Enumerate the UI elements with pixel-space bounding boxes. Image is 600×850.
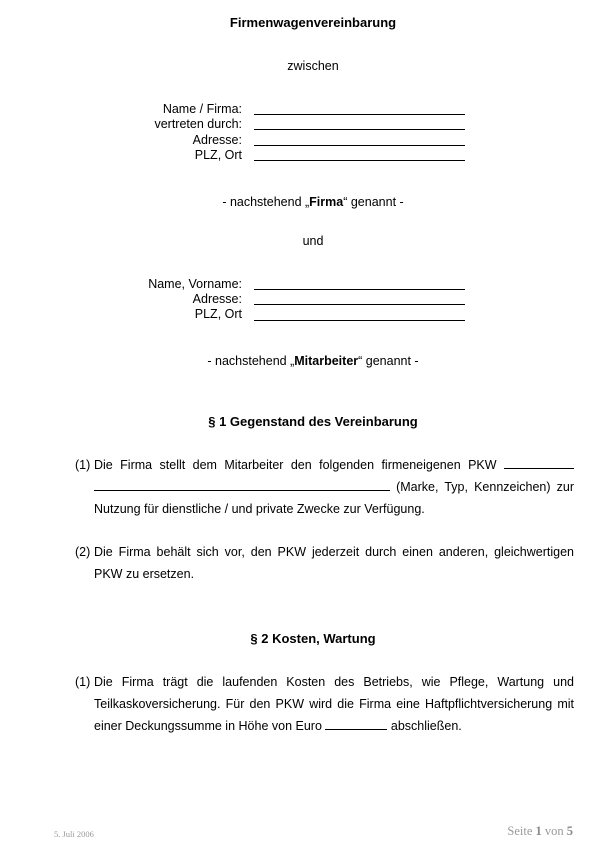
party1-name-line[interactable] — [254, 114, 465, 115]
and-text: und — [302, 234, 324, 248]
paragraph-number: (1) — [75, 458, 91, 472]
party1-address-line[interactable] — [254, 145, 465, 146]
section1-paragraph-2: (2) Die Firma behält sich vor, den PKW jederzeit durch einen anderen, gleichwertigen PKW zu ersetzen. — [75, 541, 574, 585]
party2-label-name: Name, Vorname: — [148, 277, 242, 291]
party2-designation: - nachstehend „Mitarbeiter“ genannt - — [207, 354, 419, 368]
document-title: Firmenwagenvereinbarung — [229, 15, 397, 30]
paragraph-number: (1) — [75, 675, 91, 689]
party1-label-name: Name / Firma: — [162, 102, 242, 116]
party2-address-line[interactable] — [254, 304, 465, 305]
car-model-field[interactable] — [504, 457, 574, 469]
section1-paragraph-1: (1) Die Firma stellt dem Mitarbeiter den folgenden firmeneigenen PKW (Marke, Typ, Kennzeichen) zur Nutzung für dienstliche / und private Zwecke zur Verfügung. — [75, 454, 574, 520]
party2-label-address: Adresse: — [192, 292, 242, 306]
footer-date: 5. Juli 2006 — [54, 829, 94, 839]
party1-zip-line[interactable] — [254, 160, 465, 161]
section1-heading: § 1 Gegenstand des Vereinbarung — [208, 414, 418, 429]
party1-represented-line[interactable] — [254, 129, 465, 130]
party2-zip-line[interactable] — [254, 320, 465, 321]
car-details-field[interactable] — [94, 479, 390, 491]
party1-label-represented: vertreten durch: — [154, 117, 242, 131]
between-text: zwischen — [287, 59, 339, 73]
party1-designation: - nachstehend „Firma“ genannt - — [222, 195, 404, 209]
party1-label-address: Adresse: — [192, 133, 242, 147]
footer-page-number: Seite 1 von 5 — [507, 824, 573, 838]
section2-heading: § 2 Kosten, Wartung — [250, 631, 376, 646]
coverage-amount-field[interactable] — [325, 718, 387, 730]
party1-label-zip: PLZ, Ort — [194, 148, 242, 162]
party2-name-line[interactable] — [254, 289, 465, 290]
paragraph-number: (2) — [75, 545, 91, 559]
party2-label-zip: PLZ, Ort — [194, 307, 242, 321]
section2-paragraph-1: (1) Die Firma trägt die laufenden Kosten des Betriebs, wie Pflege, Wartung und Teilkaskoversicherung. Für den PKW wird die Firma eine Haftpflichtversicherung mit einer Deckungssumme in Höhe von Euro abschließen. — [75, 671, 574, 737]
